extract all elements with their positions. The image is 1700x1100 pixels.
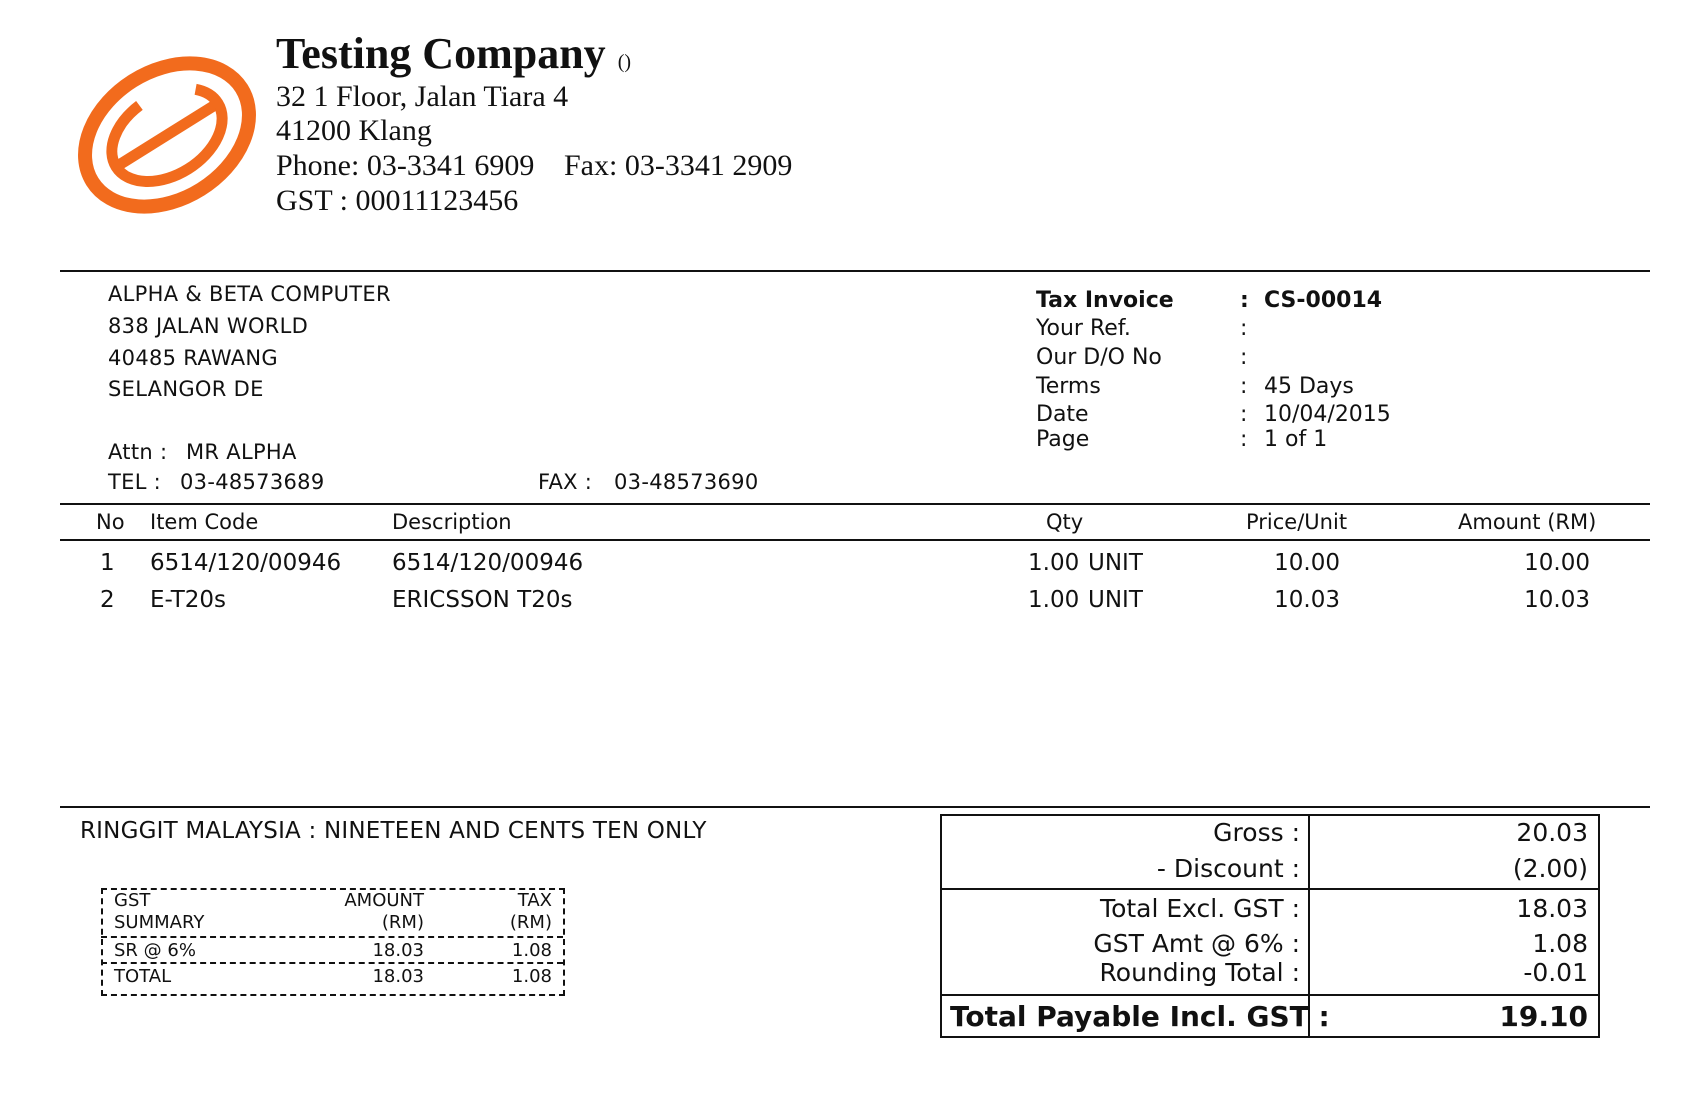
totals-divider	[940, 994, 1600, 996]
table-top-divider	[60, 503, 1650, 505]
customer-name: ALPHA & BETA COMPUTER	[108, 282, 391, 306]
company-logo-icon	[72, 40, 262, 230]
col-header-description: Description	[392, 510, 512, 534]
meta-colon: :	[1240, 316, 1248, 341]
row1-amount: 10.00	[1524, 550, 1590, 576]
company-name	[276, 28, 631, 79]
col-header-no: No	[96, 510, 125, 534]
customer-address-line2: 40485 RAWANG	[108, 346, 279, 370]
gst-header-col1-line2: SUMMARY	[114, 912, 205, 933]
row2-price: 10.03	[1274, 587, 1340, 613]
row1-qty: 1.00	[1028, 550, 1080, 576]
meta-label-terms: Terms	[1036, 374, 1101, 399]
meta-label-tax-invoice: Tax Invoice	[1036, 288, 1174, 313]
row1-description: 6514/120/00946	[392, 550, 584, 576]
meta-label-do-no: Our D/O No	[1036, 345, 1162, 370]
company-name-text: Testing Company	[276, 29, 606, 78]
gst-total-amount: 18.03	[372, 966, 424, 987]
company-address-line2: 41200 Klang	[276, 114, 432, 147]
gst-row-tax: 1.08	[511, 940, 552, 961]
row1-uom: UNIT	[1088, 550, 1143, 576]
customer-address-line3: SELANGOR DE	[108, 377, 264, 401]
amount-in-words: RINGGIT MALAYSIA : NINETEEN AND CENTS TEN ONLY	[80, 818, 707, 844]
table-header-divider	[60, 539, 1650, 541]
row1-no: 1	[100, 550, 115, 576]
company-fax: Fax: 03-3341 2909	[564, 149, 793, 182]
total-payable-label: Total Payable Incl. GST :	[950, 1000, 1330, 1033]
attn-value: MR ALPHA	[186, 440, 297, 464]
meta-colon: :	[1240, 427, 1248, 452]
gst-total-tax: 1.08	[511, 966, 552, 987]
company-address-line1: 32 1 Floor, Jalan Tiara 4	[276, 80, 569, 113]
col-header-price-unit: Price/Unit	[1246, 510, 1348, 534]
gross-label: Gross :	[1213, 818, 1300, 847]
gst-amount-label: GST Amt @ 6% :	[1093, 929, 1300, 958]
company-phone: Phone: 03-3341 6909	[276, 149, 535, 182]
gst-header-col3-line2: (RM)	[509, 912, 552, 933]
row2-amount: 10.03	[1524, 587, 1590, 613]
row1-price: 10.00	[1274, 550, 1340, 576]
gst-amount-value: 1.08	[1532, 929, 1588, 958]
gst-summary-divider	[101, 936, 563, 938]
excl-gst-value: 18.03	[1516, 894, 1588, 923]
customer-address-line1: 838 JALAN WORLD	[108, 314, 309, 338]
company-gst: GST : 00011123456	[276, 184, 519, 217]
gst-row-label: SR @ 6%	[114, 940, 196, 961]
meta-value-page: 1 of 1	[1264, 427, 1328, 452]
company-name-suffix: ()	[617, 51, 632, 73]
row2-qty: 1.00	[1028, 587, 1080, 613]
meta-colon: :	[1240, 402, 1248, 427]
rounding-label: Rounding Total :	[1099, 958, 1300, 987]
meta-value-terms: 45 Days	[1264, 374, 1354, 399]
meta-colon: :	[1240, 288, 1249, 313]
meta-label-date: Date	[1036, 402, 1089, 427]
attn-label: Attn :	[108, 440, 168, 464]
gst-header-col1-line1: GST	[114, 890, 151, 911]
footer-divider	[60, 806, 1650, 808]
meta-value-date: 10/04/2015	[1264, 402, 1391, 427]
tel-value: 03-48573689	[180, 470, 325, 494]
header-divider	[60, 270, 1650, 272]
row1-item-code: 6514/120/00946	[150, 550, 342, 576]
rounding-value: -0.01	[1523, 958, 1588, 987]
gst-total-label: TOTAL	[114, 966, 172, 987]
total-payable-value: 19.10	[1499, 1000, 1588, 1033]
meta-colon: :	[1240, 374, 1248, 399]
gross-value: 20.03	[1516, 818, 1588, 847]
meta-label-page: Page	[1036, 427, 1090, 452]
fax-label: FAX :	[538, 470, 593, 494]
gst-row-amount: 18.03	[372, 940, 424, 961]
col-header-item-code: Item Code	[150, 510, 259, 534]
col-header-qty: Qty	[1046, 510, 1084, 534]
excl-gst-label: Total Excl. GST :	[1100, 894, 1300, 923]
discount-label: - Discount :	[1156, 854, 1300, 883]
fax-value: 03-48573690	[614, 470, 759, 494]
gst-header-col3-line1: TAX	[517, 890, 552, 911]
row2-uom: UNIT	[1088, 587, 1143, 613]
meta-colon: :	[1240, 345, 1248, 370]
gst-summary-divider	[101, 962, 563, 964]
row2-item-code: E-T20s	[150, 587, 227, 613]
tel-label: TEL :	[108, 470, 162, 494]
discount-value: (2.00)	[1512, 854, 1588, 883]
meta-label-your-ref: Your Ref.	[1036, 316, 1131, 341]
totals-divider	[940, 888, 1600, 890]
row2-no: 2	[100, 587, 115, 613]
col-header-amount: Amount (RM)	[1458, 510, 1597, 534]
gst-header-col2-line1: AMOUNT	[344, 890, 424, 911]
meta-value-invoice-number: CS-00014	[1264, 288, 1383, 313]
gst-header-col2-line2: (RM)	[381, 912, 424, 933]
row2-description: ERICSSON T20s	[392, 587, 573, 613]
